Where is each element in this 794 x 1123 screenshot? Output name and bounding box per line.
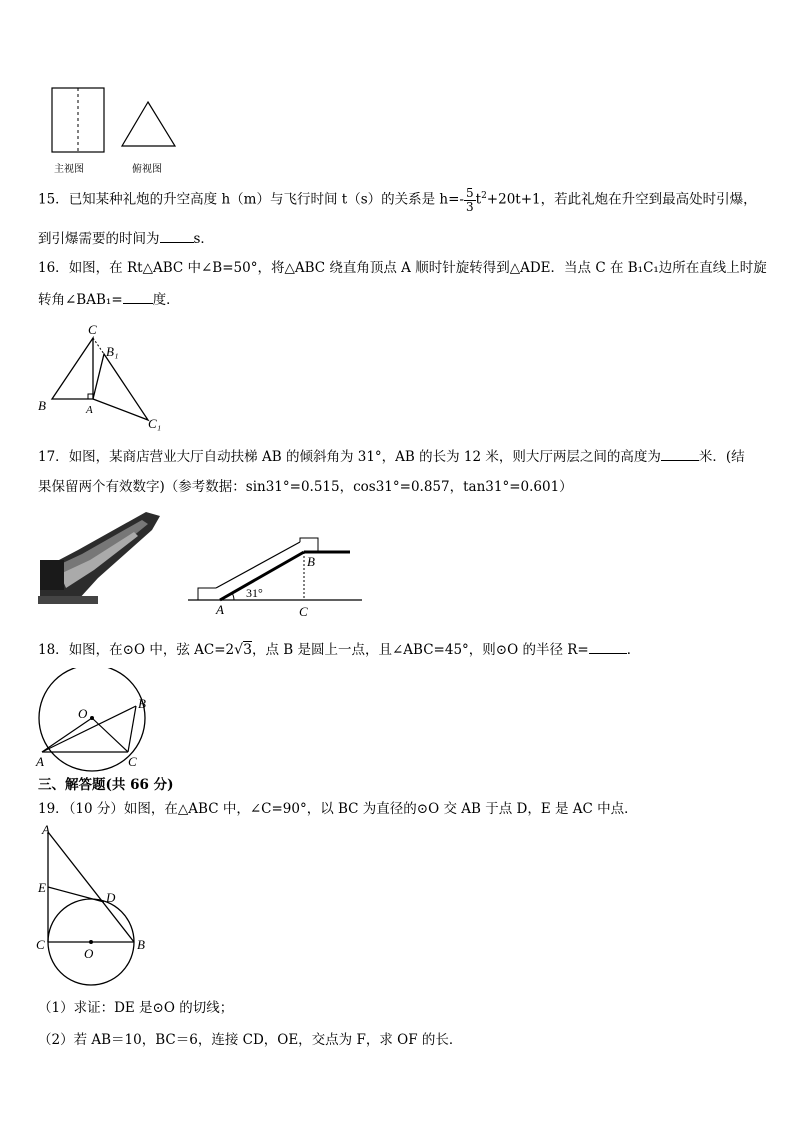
question-16-line2 xyxy=(38,289,180,310)
q19-number: 19． xyxy=(38,801,69,817)
q16-label-c: C xyxy=(88,322,97,337)
q15-fraction xyxy=(464,187,476,214)
q19-label-b: B xyxy=(137,937,145,952)
q18-label-o: O xyxy=(78,706,88,721)
escalator-floor xyxy=(38,596,98,604)
escalator-base xyxy=(40,560,64,590)
top-view-caption: 俯视图 xyxy=(132,164,162,175)
side-ab xyxy=(48,832,134,942)
q15-text-c: +20t+1，若此礼炮在升空到最高处时引爆， xyxy=(486,191,757,208)
q15-frac-num: 5 xyxy=(465,185,474,200)
dashed-c-b1 xyxy=(93,338,104,354)
question-17-line1 xyxy=(38,446,745,467)
q16-label-c1: C₁ xyxy=(148,416,162,431)
q19-figure-svg xyxy=(30,822,160,992)
q16-label-b: B xyxy=(38,398,46,413)
q17-label-b: B xyxy=(307,554,315,569)
q15-line2-a: 到引爆需要的时间为 xyxy=(38,231,160,247)
q18-figure xyxy=(30,668,160,774)
q15-frac-den: 3 xyxy=(465,199,474,214)
q15-answer-blank xyxy=(160,228,194,243)
escalator-photo-svg xyxy=(38,508,162,606)
upper-landing-box xyxy=(300,538,318,552)
question-15-line1 xyxy=(38,186,757,214)
q16-line2-b: 度． xyxy=(152,292,180,308)
angle-arc xyxy=(232,593,234,600)
handrail-line xyxy=(216,542,300,588)
q15-number: 15． xyxy=(38,191,69,208)
q15-text-b: t xyxy=(475,191,482,208)
q16-figure xyxy=(30,318,180,433)
top-view-triangle xyxy=(122,102,175,146)
escalator-photo xyxy=(38,508,162,606)
question-19-line1 xyxy=(38,799,638,819)
q19-label-o: O xyxy=(84,946,94,961)
chord-bc xyxy=(128,706,136,752)
q16-line2-a: 转角∠BAB₁= xyxy=(38,292,123,308)
triangle-abc xyxy=(52,338,93,399)
question-19-part1: （1）求证：DE 是⊙O 的切线； xyxy=(38,1000,234,1016)
q19-label-a: A xyxy=(42,822,50,837)
three-view-figure xyxy=(40,80,190,175)
q18-text-a: 如图，在⊙O 中，弦 AC=2 xyxy=(68,642,235,658)
q16-text: 如图，在 Rt△ABC 中∠B=50°，将△ABC 绕直角顶点 A 顺时针旋转得到△ADE．当点 C 在 B₁C₁边所在直线上时旋 xyxy=(68,260,767,276)
lower-landing xyxy=(198,588,216,600)
radius-oa xyxy=(42,718,92,752)
front-view-caption: 主视图 xyxy=(54,164,84,175)
section-3-title: 三、解答题(共 66 分) xyxy=(38,777,174,793)
q18-text-end: ． xyxy=(626,642,641,658)
question-15-line2 xyxy=(38,228,214,249)
q17-figure xyxy=(186,528,366,620)
q17-line2: 果保留两个有效数字)（参考数据：sin31°=0.515，cos31°=0.857，tan31°=0.601） xyxy=(38,479,573,495)
q19-label-e: E xyxy=(38,880,46,895)
q16-figure-svg xyxy=(30,318,180,433)
question-16-line1 xyxy=(38,258,767,278)
q15-line2-b: s． xyxy=(193,231,214,247)
q15-minus: - xyxy=(459,191,464,208)
q17-label-angle: 31° xyxy=(246,586,263,600)
q18-answer-blank xyxy=(589,639,627,654)
q18-label-a: A xyxy=(36,754,44,769)
q16-label-a: A xyxy=(86,404,93,416)
right-angle-mark xyxy=(88,394,93,399)
q16-answer-blank xyxy=(123,289,153,304)
q18-sqrt-radicand: 3 xyxy=(243,642,252,658)
q16-label-b1: B₁ xyxy=(106,344,119,359)
q18-text-b: ，点 B 是圆上一点，且∠ABC=45°，则⊙O 的半径 R= xyxy=(251,642,589,658)
segment-ed xyxy=(48,887,104,902)
question-19-part2: （2）若 AB＝10，BC＝6，连接 CD，OE，交点为 F，求 OF 的长． xyxy=(38,1032,463,1048)
center-o-dot xyxy=(90,716,94,720)
q19-label-d: D xyxy=(106,890,116,905)
q17-text-end: 米．(结 xyxy=(698,449,745,465)
q17-answer-blank xyxy=(661,446,699,461)
q17-label-c: C xyxy=(299,604,308,619)
q18-number: 18． xyxy=(38,642,69,658)
q15-text-a: 已知某种礼炮的升空高度 h（m）与飞行时间 t（s）的关系是 h= xyxy=(68,191,460,208)
q16-number: 16． xyxy=(38,260,69,276)
q17-label-a: A xyxy=(216,602,224,617)
q18-sqrt: √3 xyxy=(234,642,252,658)
q17-figure-svg xyxy=(186,528,366,620)
q18-label-b: B xyxy=(138,696,146,711)
q19-label-c: C xyxy=(36,937,45,952)
q17-number: 17． xyxy=(38,449,69,465)
radius-oc xyxy=(92,718,128,752)
q18-figure-svg xyxy=(30,668,160,774)
question-17-line2 xyxy=(38,477,573,497)
q17-text: 如图，某商店营业大厅自动扶梯 AB 的倾斜角为 31°，AB 的长为 12 米，则大厅两层之间的高度为 xyxy=(68,449,661,465)
q19-figure xyxy=(30,822,160,992)
question-18-line1 xyxy=(38,639,640,660)
chord-ab xyxy=(42,706,136,752)
q18-label-c: C xyxy=(128,754,137,769)
q19-text: （10 分）如图，在△ABC 中，∠C=90°，以 BC 为直径的⊙O 交 AB 于点 D，E 是 AC 中点． xyxy=(68,801,638,817)
q15-exponent: 2 xyxy=(481,191,487,201)
triangle-ab1c1 xyxy=(93,354,148,420)
center-o-dot xyxy=(89,940,93,944)
